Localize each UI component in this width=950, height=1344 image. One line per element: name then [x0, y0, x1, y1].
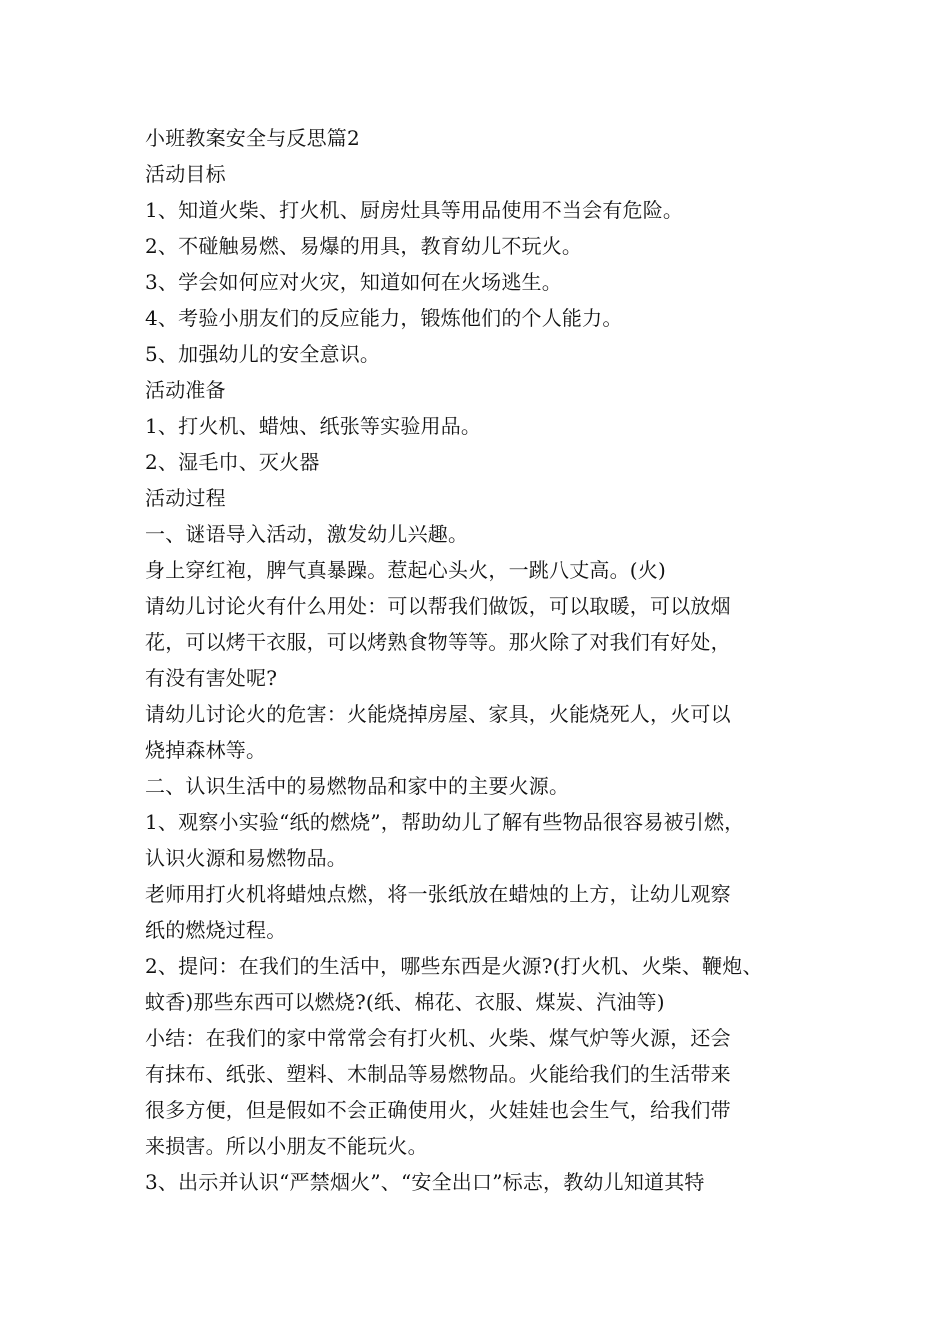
text-line: 老师用打火机将蜡烛点燃，将一张纸放在蜡烛的上方，让幼儿观察 [145, 882, 731, 906]
text-line: 活动过程 [145, 486, 226, 510]
text-line: 烧掉森林等。 [145, 738, 267, 762]
text-line: 3、学会如何应对火灾，知道如何在火场逃生。 [145, 270, 562, 294]
text-line: 1、打火机、蜡烛、纸张等实验用品。 [145, 414, 482, 438]
text-line: 请幼儿讨论火有什么用处：可以帮我们做饭，可以取暖，可以放烟 [145, 594, 731, 618]
text-line: 4、考验小朋友们的反应能力，锻炼他们的个人能力。 [145, 306, 623, 330]
text-line: 花，可以烤干衣服，可以烤熟食物等等。那火除了对我们有好处， [145, 630, 731, 654]
text-line: 身上穿红袍，脾气真暴躁。惹起心头火，一跳八丈高。(火) [145, 558, 667, 582]
text-line: 很多方便，但是假如不会正确使用火，火娃娃也会生气，给我们带 [145, 1098, 731, 1122]
text-line: 小结：在我们的家中常常会有打火机、火柴、煤气炉等火源，还会 [145, 1026, 731, 1050]
text-line: 1、观察小实验“纸的燃烧”，帮助幼儿了解有些物品很容易被引燃， [145, 810, 745, 834]
text-line: 活动目标 [145, 162, 226, 186]
text-line: 3、出示并认识“严禁烟火”、“安全出口”标志，教幼儿知道其特 [145, 1170, 705, 1194]
text-line: 2、不碰触易燃、易爆的用具，教育幼儿不玩火。 [145, 234, 583, 258]
text-line: 2、湿毛巾、灭火器 [145, 450, 320, 474]
text-line: 蚊香)那些东西可以燃烧?(纸、棉花、衣服、煤炭、汽油等) [145, 990, 665, 1014]
text-line: 有抹布、纸张、塑料、木制品等易燃物品。火能给我们的生活带来 [145, 1062, 731, 1086]
text-line: 有没有害处呢? [145, 666, 278, 690]
text-line: 认识火源和易燃物品。 [145, 846, 347, 870]
text-line: 纸的燃烧过程。 [145, 918, 287, 942]
text-line: 二、认识生活中的易燃物品和家中的主要火源。 [145, 774, 570, 798]
text-line: 5、加强幼儿的安全意识。 [145, 342, 381, 366]
text-line: 来损害。所以小朋友不能玩火。 [145, 1134, 428, 1158]
text-line: 一、谜语导入活动，激发幼儿兴趣。 [145, 522, 469, 546]
text-line: 1、知道火柴、打火机、厨房灶具等用品使用不当会有危险。 [145, 198, 684, 222]
document-body [145, 120, 815, 1200]
text-line: 活动准备 [145, 378, 226, 402]
text-line: 2、提问：在我们的生活中，哪些东西是火源?(打火机、火柴、鞭炮、 [145, 954, 763, 978]
text-line: 请幼儿讨论火的危害：火能烧掉房屋、家具，火能烧死人，火可以 [145, 702, 731, 726]
document-title: 小班教案安全与反思篇2 [145, 126, 360, 150]
